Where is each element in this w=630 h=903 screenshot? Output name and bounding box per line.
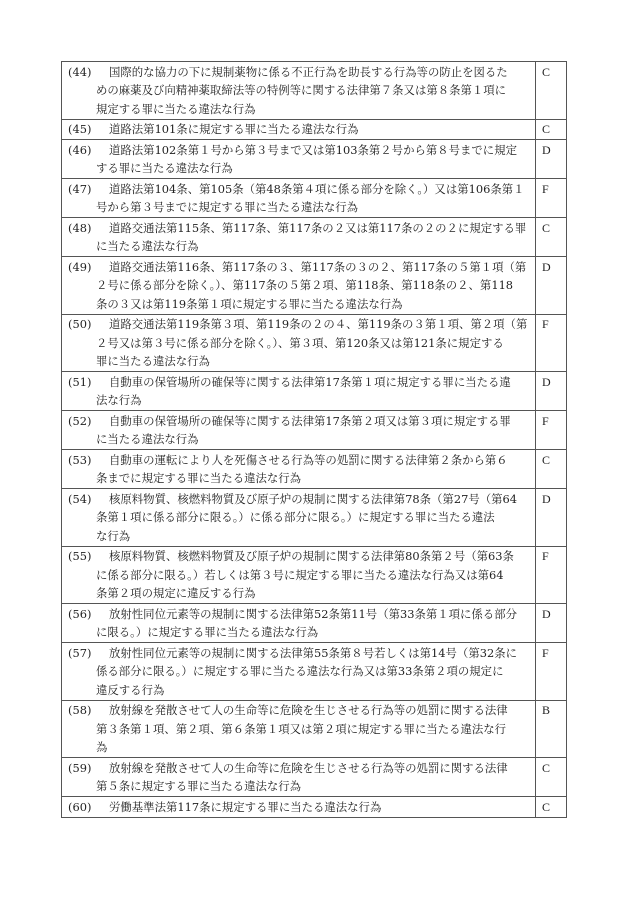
description-line: 第５条に規定する罪に当たる違法な行為 bbox=[96, 779, 302, 793]
grade-cell: C bbox=[536, 218, 567, 257]
description-line bbox=[68, 219, 531, 238]
description-line bbox=[68, 258, 531, 277]
grade-cell: D bbox=[536, 257, 567, 315]
table-row bbox=[62, 179, 567, 218]
table-row bbox=[62, 411, 567, 450]
description-line: に限る。）に規定する罪に当たる違法な行為 bbox=[96, 625, 319, 639]
item-text: 道路法第104条、第105条（第48条第４項に係る部分を除く。）又は第106条第１ bbox=[109, 181, 525, 196]
description-line: 条までに規定する罪に当たる違法な行為 bbox=[96, 471, 302, 485]
description-line bbox=[68, 644, 531, 663]
description-line: 条の３又は第119条第１項に規定する罪に当たる違法な行為 bbox=[96, 296, 403, 311]
table-row bbox=[62, 604, 567, 643]
item-number: (49) bbox=[68, 259, 92, 274]
offense-description-cell bbox=[62, 218, 536, 257]
item-text: 核原料物質、核燃料物質及び原子炉の規制に関する法律第80条第２号（第63条 bbox=[109, 549, 514, 563]
description-line bbox=[68, 451, 531, 470]
grade-cell: C bbox=[536, 797, 567, 818]
grade-cell: F bbox=[536, 314, 567, 372]
description-line: ２号に係る部分を除く。）、第117条の５第２項、第118条、第118条の２、第118 bbox=[96, 278, 514, 292]
description-line: 法な行為 bbox=[96, 393, 142, 407]
offense-description-cell bbox=[62, 411, 536, 450]
description-line: 違反する行為 bbox=[96, 682, 165, 697]
table-row bbox=[62, 257, 567, 315]
offense-classification-table bbox=[61, 61, 567, 818]
item-number: (60) bbox=[68, 799, 92, 814]
item-number: (46) bbox=[68, 142, 92, 157]
table-row bbox=[62, 218, 567, 257]
offense-description-cell bbox=[62, 372, 536, 411]
description-line: 罪に当たる違法な行為 bbox=[96, 354, 210, 368]
grade-cell: D bbox=[536, 604, 567, 643]
item-text: 道路交通法第119条第３項、第119条の２の４、第119条の３第１項、第２項（第 bbox=[109, 317, 528, 331]
description-line: 為 bbox=[96, 740, 108, 754]
description-line: 条第１項に係る部分に限る。）に係る部分に限る。）に規定する罪に当たる違法 bbox=[96, 510, 495, 524]
description-line: 第３条第１項、第２項、第６条第１項又は第２項に規定する罪に当たる違法な行 bbox=[96, 721, 507, 736]
offense-description-cell bbox=[62, 758, 536, 797]
grade-cell: F bbox=[536, 546, 567, 604]
table-row bbox=[62, 140, 567, 179]
item-text: 道路法第101条に規定する罪に当たる違法な行為 bbox=[109, 122, 359, 136]
offense-description-cell bbox=[62, 643, 536, 701]
item-number: (59) bbox=[68, 760, 92, 775]
description-line bbox=[68, 141, 531, 160]
item-text: 自動車の保管場所の確保等に関する法律第17条第２項又は第３項に規定する罪 bbox=[109, 413, 511, 428]
offense-description-cell bbox=[62, 257, 536, 315]
description-line bbox=[68, 490, 531, 509]
description-line bbox=[68, 701, 531, 720]
table-body bbox=[62, 62, 567, 818]
item-text: 放射線を発散させて人の生命等に危険を生じさせる行為等の処罰に関する法律 bbox=[109, 760, 508, 775]
grade-cell: F bbox=[536, 643, 567, 701]
item-number: (54) bbox=[68, 491, 92, 506]
grade-cell: C bbox=[536, 758, 567, 797]
item-number: (45) bbox=[68, 122, 92, 136]
table-row bbox=[62, 700, 567, 758]
offense-description-cell bbox=[62, 140, 536, 179]
item-text: 放射性同位元素等の規制に関する法律第52条第11号（第33条第１項に係る部分 bbox=[109, 606, 517, 621]
item-number: (48) bbox=[68, 220, 92, 235]
table-row bbox=[62, 314, 567, 372]
description-line: 条第２項の規定に違反する行為 bbox=[96, 586, 256, 600]
item-number: (57) bbox=[68, 645, 92, 660]
description-line: する罪に当たる違法な行為 bbox=[96, 161, 233, 175]
item-number: (47) bbox=[68, 181, 92, 196]
grade-cell: C bbox=[536, 119, 567, 140]
item-text: 労働基準法第117条に規定する罪に当たる違法な行為 bbox=[109, 799, 382, 814]
description-line: 係る部分に限る。）に規定する罪に当たる違法な行為又は第33条第２項の規定に bbox=[96, 664, 504, 678]
description-line: に当たる違法な行為 bbox=[96, 432, 199, 446]
item-text: 放射線を発散させて人の生命等に危険を生じさせる行為等の処罰に関する法律 bbox=[109, 703, 508, 717]
offense-description-cell bbox=[62, 797, 536, 818]
offense-description-cell bbox=[62, 179, 536, 218]
offense-description-cell bbox=[62, 700, 536, 758]
item-number: (44) bbox=[68, 64, 92, 79]
table-row bbox=[62, 643, 567, 701]
description-line: 規定する罪に当たる違法な行為 bbox=[96, 101, 256, 116]
description-line: めの麻薬及び向精神薬取締法等の特例等に関する法律第７条又は第８条第１項に bbox=[96, 83, 507, 97]
item-number: (58) bbox=[68, 703, 92, 717]
grade-cell: C bbox=[536, 450, 567, 489]
table-row bbox=[62, 62, 567, 120]
description-line: に当たる違法な行為 bbox=[96, 239, 199, 253]
description-line bbox=[68, 315, 531, 334]
grade-cell: B bbox=[536, 700, 567, 758]
table-row bbox=[62, 758, 567, 797]
offense-description-cell bbox=[62, 119, 536, 140]
description-line bbox=[68, 412, 531, 431]
table-row bbox=[62, 489, 567, 547]
table-row bbox=[62, 450, 567, 489]
item-text: 道路交通法第116条、第117条の３、第117条の３の２、第117条の５第１項（第 bbox=[109, 259, 527, 274]
table-row bbox=[62, 546, 567, 604]
offense-description-cell bbox=[62, 604, 536, 643]
grade-cell: D bbox=[536, 489, 567, 547]
item-text: 国際的な協力の下に規制薬物に係る不正行為を助長する行為等の防止を図るた bbox=[109, 64, 508, 79]
description-line bbox=[68, 547, 531, 566]
description-line bbox=[68, 373, 531, 392]
item-text: 道路法第102条第１号から第３号まで又は第103条第２号から第８号までに規定 bbox=[109, 142, 517, 157]
description-line: ２号又は第３号に係る部分を除く。）、第３項、第120条又は第121条に規定する bbox=[96, 335, 504, 350]
table-row bbox=[62, 797, 567, 818]
grade-cell: F bbox=[536, 411, 567, 450]
description-line bbox=[68, 180, 531, 199]
item-number: (53) bbox=[68, 452, 92, 467]
offense-description-cell bbox=[62, 489, 536, 547]
item-number: (52) bbox=[68, 413, 92, 428]
description-line: に係る部分に限る。）若しくは第３号に規定する罪に当たる違法な行為又は第64 bbox=[96, 567, 504, 582]
grade-cell: D bbox=[536, 140, 567, 179]
description-line bbox=[68, 63, 531, 82]
description-line bbox=[68, 120, 531, 139]
item-number: (50) bbox=[68, 317, 92, 331]
item-number: (56) bbox=[68, 606, 92, 621]
description-line: な行為 bbox=[96, 528, 131, 543]
offense-description-cell bbox=[62, 62, 536, 120]
grade-cell: C bbox=[536, 62, 567, 120]
item-text: 核原料物質、核燃料物質及び原子炉の規制に関する法律第78条（第27号（第64 bbox=[109, 491, 517, 506]
offense-description-cell bbox=[62, 314, 536, 372]
item-text: 自動車の運転により人を死傷させる行為等の処罰に関する法律第２条から第６ bbox=[109, 452, 508, 467]
grade-cell: D bbox=[536, 372, 567, 411]
description-line bbox=[68, 798, 531, 817]
item-text: 放射性同位元素等の規制に関する法律第55条第８号若しくは第14号（第32条に bbox=[109, 645, 517, 660]
description-line bbox=[68, 759, 531, 778]
item-text: 自動車の保管場所の確保等に関する法律第17条第１項に規定する罪に当たる違 bbox=[109, 374, 511, 389]
offense-description-cell bbox=[62, 450, 536, 489]
item-number: (51) bbox=[68, 374, 92, 389]
grade-cell: F bbox=[536, 179, 567, 218]
offense-description-cell bbox=[62, 546, 536, 604]
table-row bbox=[62, 119, 567, 140]
table-row bbox=[62, 372, 567, 411]
description-line: 号から第３号までに規定する罪に当たる違法な行為 bbox=[96, 200, 358, 214]
item-number: (55) bbox=[68, 549, 92, 563]
description-line bbox=[68, 605, 531, 624]
item-text: 道路交通法第115条、第117条、第117条の２又は第117条の２の２に規定する罪 bbox=[109, 220, 527, 235]
